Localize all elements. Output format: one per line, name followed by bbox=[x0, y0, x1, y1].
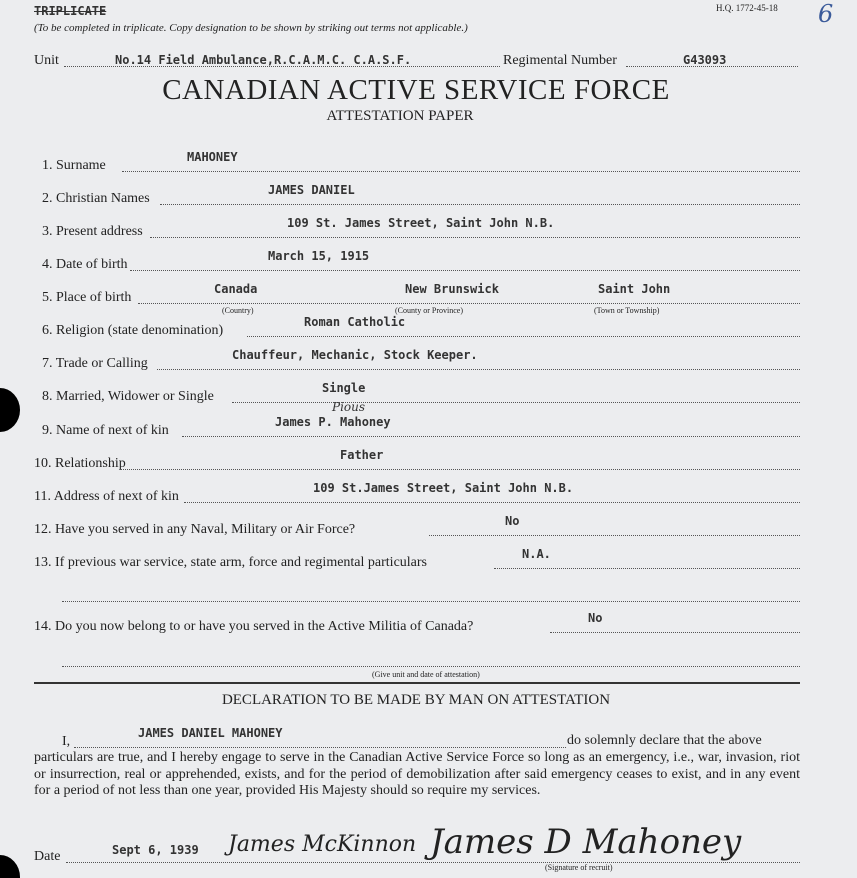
field-value: No bbox=[505, 514, 520, 528]
punch-hole bbox=[0, 388, 20, 432]
declarant-name: JAMES DANIEL MAHONEY bbox=[138, 726, 283, 740]
field-value: Chauffeur, Mechanic, Stock Keeper. bbox=[232, 348, 478, 362]
recruit-signature: James D Mahoney bbox=[430, 822, 742, 862]
field-label: 12. Have you served in any Naval, Military or Air Force? bbox=[34, 522, 356, 537]
field-value: No bbox=[588, 611, 603, 625]
field-value: James P. Mahoney bbox=[275, 415, 391, 429]
field-value: JAMES DANIEL bbox=[268, 183, 355, 197]
caption-country: (Country) bbox=[222, 306, 254, 315]
declaration-heading: DECLARATION TO BE MADE BY MAN ON ATTESTATION bbox=[221, 692, 611, 708]
field-value: Roman Catholic bbox=[304, 315, 406, 329]
form-title: CANADIAN ACTIVE SERVICE FORCE bbox=[162, 74, 670, 106]
copy-designation: TRIPLICATE bbox=[34, 4, 107, 18]
declaration-body: particulars are true, and I hereby engage to serve in the Canadian Active Service Force so long as an emergency, i.e., war, invasion, riot or insurrection, real or apprehended, exists, and for the period of demobilization after said emergency ceases to exist, and in any event for a period of not less than one year, provided His Majesty should so require my services. bbox=[34, 750, 800, 798]
field-label: 8. Married, Widower or Single bbox=[42, 389, 214, 404]
signature-caption: (Signature of recruit) bbox=[545, 863, 613, 872]
instruction-text: (To be completed in triplicate. Copy designation to be shown by striking out terms not applicable.) bbox=[34, 22, 468, 34]
declaration-prefix: I, bbox=[62, 734, 71, 749]
regimental-number-label: Regimental Number bbox=[503, 53, 617, 68]
field-label: 10. Relationship bbox=[34, 456, 126, 471]
field-label: 3. Present address bbox=[42, 224, 143, 239]
field-label: 7. Trade or Calling bbox=[42, 356, 148, 371]
field-label: 6. Religion (state denomination) bbox=[42, 323, 224, 338]
field-value-town: Saint John bbox=[598, 282, 671, 296]
field-value: 109 St.James Street, Saint John N.B. bbox=[313, 481, 574, 495]
field-value: 109 St. James Street, Saint John N.B. bbox=[287, 216, 555, 230]
field-label: 2. Christian Names bbox=[42, 191, 150, 206]
field-value: March 15, 1915 bbox=[268, 249, 370, 263]
next-of-kin-annotation: Pious bbox=[332, 400, 366, 414]
unit-value: No.14 Field Ambulance,R.C.A.M.C. C.A.S.F. bbox=[115, 53, 412, 67]
field-value: Canada bbox=[214, 282, 258, 296]
field-label: 1. Surname bbox=[42, 158, 106, 173]
date-value: Sept 6, 1939 bbox=[112, 843, 199, 857]
field-label: 14. Do you now belong to or have you served in the Active Militia of Canada? bbox=[34, 619, 474, 634]
field-value: Father bbox=[340, 448, 384, 462]
declaration-line1-end: do solemnly declare that the above bbox=[567, 733, 762, 748]
field-value: N.A. bbox=[522, 547, 551, 561]
field-value: MAHONEY bbox=[187, 150, 238, 164]
date-label: Date bbox=[34, 849, 61, 864]
caption-town: (Town or Township) bbox=[594, 306, 660, 315]
field-label: 9. Name of next of kin bbox=[42, 423, 169, 438]
militia-caption: (Give unit and date of attestation) bbox=[372, 670, 480, 679]
form-subtitle: ATTESTATION PAPER bbox=[326, 108, 474, 124]
form-number: H.Q. 1772-45-18 bbox=[716, 3, 778, 13]
regimental-number-value: G43093 bbox=[683, 53, 727, 67]
caption-province: (County or Province) bbox=[395, 306, 463, 315]
punch-hole bbox=[0, 855, 20, 878]
field-label: 5. Place of birth bbox=[42, 290, 132, 305]
field-value: Single bbox=[322, 381, 366, 395]
field-label: 4. Date of birth bbox=[42, 257, 128, 272]
unit-label: Unit bbox=[34, 53, 59, 68]
field-label: 11. Address of next of kin bbox=[34, 489, 179, 504]
field-value-province: New Brunswick bbox=[405, 282, 499, 296]
witness-signature: James McKinnon bbox=[228, 832, 417, 857]
field-label: 13. If previous war service, state arm, force and regimental particulars bbox=[34, 555, 427, 570]
page-mark: 6 bbox=[818, 0, 834, 28]
